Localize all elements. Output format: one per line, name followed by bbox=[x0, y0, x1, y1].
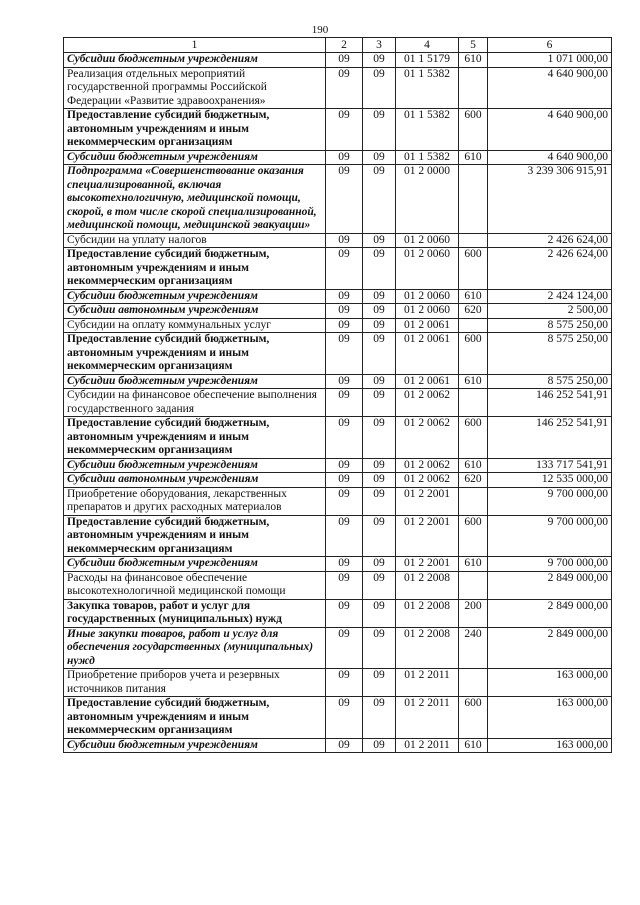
row-subsection-cell: 09 bbox=[363, 417, 396, 459]
row-amount-cell: 8 575 250,00 bbox=[488, 318, 612, 333]
row-subsection-cell: 09 bbox=[363, 289, 396, 304]
row-subsection-cell: 09 bbox=[363, 515, 396, 557]
row-section-cell: 09 bbox=[326, 248, 363, 290]
row-target-article-cell: 01 2 0062 bbox=[396, 458, 459, 473]
row-amount-cell: 12 535 000,00 bbox=[488, 473, 612, 488]
table-body bbox=[64, 53, 612, 753]
row-subsection-cell: 09 bbox=[363, 165, 396, 234]
row-target-article-cell: 01 2 0061 bbox=[396, 318, 459, 333]
row-section-cell: 09 bbox=[326, 233, 363, 248]
row-section-cell: 09 bbox=[326, 165, 363, 234]
table-row bbox=[64, 697, 612, 739]
row-expense-type-cell: 620 bbox=[459, 304, 488, 319]
row-section-cell: 09 bbox=[326, 304, 363, 319]
row-name-cell: Субсидии автономным учреждениям bbox=[64, 473, 326, 488]
row-expense-type-cell: 600 bbox=[459, 109, 488, 151]
row-target-article-cell: 01 2 2011 bbox=[396, 669, 459, 697]
row-subsection-cell: 09 bbox=[363, 233, 396, 248]
header-col-2: 2 bbox=[326, 38, 363, 53]
row-expense-type-cell: 610 bbox=[459, 53, 488, 68]
row-subsection-cell: 09 bbox=[363, 304, 396, 319]
row-section-cell: 09 bbox=[326, 53, 363, 68]
row-subsection-cell: 09 bbox=[363, 738, 396, 753]
budget-table bbox=[63, 37, 612, 753]
row-amount-cell: 4 640 900,00 bbox=[488, 150, 612, 165]
table-row bbox=[64, 515, 612, 557]
row-name-cell: Предоставление субсидий бюджетным, автономным учреждениям и иным некоммерческим организациям bbox=[64, 417, 326, 459]
table-row bbox=[64, 150, 612, 165]
table-row bbox=[64, 627, 612, 669]
row-subsection-cell: 09 bbox=[363, 374, 396, 389]
row-section-cell: 09 bbox=[326, 571, 363, 599]
row-amount-cell: 4 640 900,00 bbox=[488, 109, 612, 151]
row-name-cell: Предоставление субсидий бюджетным, автономным учреждениям и иным некоммерческим организациям bbox=[64, 109, 326, 151]
table-row bbox=[64, 248, 612, 290]
row-target-article-cell: 01 2 2011 bbox=[396, 697, 459, 739]
row-amount-cell: 8 575 250,00 bbox=[488, 333, 612, 375]
row-expense-type-cell: 610 bbox=[459, 738, 488, 753]
row-name-cell: Иные закупки товаров, работ и услуг для обеспечения государственных (муниципальных) нужд bbox=[64, 627, 326, 669]
row-amount-cell: 2 849 000,00 bbox=[488, 627, 612, 669]
row-name-cell: Подпрограмма «Совершенствование оказания специализированной, включая высокотехнологичную, медицинской помощи, скорой, в том числе скорой специализированной, медицинской помощи, медицинской эвакуации» bbox=[64, 165, 326, 234]
row-name-cell: Реализация отдельных мероприятий государственной программы Российской Федерации «Развитие здравоохранения» bbox=[64, 67, 326, 109]
row-target-article-cell: 01 1 5179 bbox=[396, 53, 459, 68]
header-col-6: 6 bbox=[488, 38, 612, 53]
row-subsection-cell: 09 bbox=[363, 389, 396, 417]
row-amount-cell: 163 000,00 bbox=[488, 697, 612, 739]
header-row bbox=[64, 38, 612, 53]
table-row bbox=[64, 304, 612, 319]
row-expense-type-cell: 600 bbox=[459, 248, 488, 290]
row-name-cell: Приобретение оборудования, лекарственных препаратов и других расходных материалов bbox=[64, 487, 326, 515]
row-target-article-cell: 01 2 0062 bbox=[396, 473, 459, 488]
row-name-cell: Субсидии бюджетным учреждениям bbox=[64, 374, 326, 389]
row-subsection-cell: 09 bbox=[363, 109, 396, 151]
header-col-4: 4 bbox=[396, 38, 459, 53]
row-target-article-cell: 01 2 0060 bbox=[396, 289, 459, 304]
row-amount-cell: 146 252 541,91 bbox=[488, 389, 612, 417]
row-expense-type-cell: 610 bbox=[459, 289, 488, 304]
row-expense-type-cell bbox=[459, 389, 488, 417]
row-section-cell: 09 bbox=[326, 389, 363, 417]
row-section-cell: 09 bbox=[326, 289, 363, 304]
row-name-cell: Субсидии на оплату коммунальных услуг bbox=[64, 318, 326, 333]
row-expense-type-cell: 600 bbox=[459, 515, 488, 557]
row-target-article-cell: 01 2 2001 bbox=[396, 487, 459, 515]
table-row bbox=[64, 599, 612, 627]
row-name-cell: Расходы на финансовое обеспечение высокотехнологичной медицинской помощи bbox=[64, 571, 326, 599]
table-row bbox=[64, 557, 612, 572]
row-name-cell: Субсидии бюджетным учреждениям bbox=[64, 289, 326, 304]
table-row bbox=[64, 389, 612, 417]
row-expense-type-cell bbox=[459, 318, 488, 333]
row-expense-type-cell: 610 bbox=[459, 557, 488, 572]
row-amount-cell: 9 700 000,00 bbox=[488, 487, 612, 515]
row-section-cell: 09 bbox=[326, 697, 363, 739]
row-target-article-cell: 01 2 0062 bbox=[396, 389, 459, 417]
row-amount-cell: 2 424 124,00 bbox=[488, 289, 612, 304]
row-subsection-cell: 09 bbox=[363, 53, 396, 68]
row-subsection-cell: 09 bbox=[363, 571, 396, 599]
row-amount-cell: 2 426 624,00 bbox=[488, 233, 612, 248]
row-subsection-cell: 09 bbox=[363, 67, 396, 109]
row-target-article-cell: 01 2 2008 bbox=[396, 599, 459, 627]
row-subsection-cell: 09 bbox=[363, 627, 396, 669]
row-section-cell: 09 bbox=[326, 487, 363, 515]
row-name-cell: Предоставление субсидий бюджетным, автономным учреждениям и иным некоммерческим организациям bbox=[64, 515, 326, 557]
row-amount-cell: 9 700 000,00 bbox=[488, 515, 612, 557]
row-section-cell: 09 bbox=[326, 333, 363, 375]
row-amount-cell: 163 000,00 bbox=[488, 738, 612, 753]
row-name-cell: Субсидии автономным учреждениям bbox=[64, 304, 326, 319]
table-row bbox=[64, 458, 612, 473]
table-row bbox=[64, 109, 612, 151]
table-row bbox=[64, 318, 612, 333]
table-row bbox=[64, 417, 612, 459]
row-name-cell: Субсидии бюджетным учреждениям bbox=[64, 557, 326, 572]
row-name-cell: Субсидии бюджетным учреждениям bbox=[64, 150, 326, 165]
row-name-cell: Предоставление субсидий бюджетным, автономным учреждениям и иным некоммерческим организациям bbox=[64, 248, 326, 290]
row-subsection-cell: 09 bbox=[363, 487, 396, 515]
row-name-cell: Субсидии бюджетным учреждениям bbox=[64, 53, 326, 68]
row-name-cell: Субсидии на финансовое обеспечение выполнения государственного задания bbox=[64, 389, 326, 417]
row-target-article-cell: 01 2 0062 bbox=[396, 417, 459, 459]
row-expense-type-cell bbox=[459, 165, 488, 234]
row-section-cell: 09 bbox=[326, 374, 363, 389]
row-expense-type-cell: 600 bbox=[459, 697, 488, 739]
row-target-article-cell: 01 2 2011 bbox=[396, 738, 459, 753]
row-section-cell: 09 bbox=[326, 417, 363, 459]
row-target-article-cell: 01 1 5382 bbox=[396, 150, 459, 165]
row-target-article-cell: 01 2 2008 bbox=[396, 627, 459, 669]
row-expense-type-cell: 610 bbox=[459, 458, 488, 473]
row-target-article-cell: 01 2 0061 bbox=[396, 333, 459, 375]
table-row bbox=[64, 669, 612, 697]
row-expense-type-cell: 600 bbox=[459, 417, 488, 459]
row-name-cell: Субсидии бюджетным учреждениям bbox=[64, 738, 326, 753]
row-subsection-cell: 09 bbox=[363, 458, 396, 473]
row-target-article-cell: 01 2 0060 bbox=[396, 248, 459, 290]
row-target-article-cell: 01 2 2001 bbox=[396, 557, 459, 572]
table-row bbox=[64, 67, 612, 109]
row-section-cell: 09 bbox=[326, 669, 363, 697]
row-expense-type-cell: 240 bbox=[459, 627, 488, 669]
row-section-cell: 09 bbox=[326, 109, 363, 151]
row-section-cell: 09 bbox=[326, 599, 363, 627]
row-name-cell: Субсидии бюджетным учреждениям bbox=[64, 458, 326, 473]
row-section-cell: 09 bbox=[326, 627, 363, 669]
table-row bbox=[64, 165, 612, 234]
row-name-cell: Приобретение приборов учета и резервных источников питания bbox=[64, 669, 326, 697]
table-row bbox=[64, 53, 612, 68]
row-section-cell: 09 bbox=[326, 458, 363, 473]
row-subsection-cell: 09 bbox=[363, 557, 396, 572]
row-section-cell: 09 bbox=[326, 473, 363, 488]
table-row bbox=[64, 473, 612, 488]
table-row bbox=[64, 571, 612, 599]
header-col-3: 3 bbox=[363, 38, 396, 53]
row-expense-type-cell bbox=[459, 67, 488, 109]
table-row bbox=[64, 233, 612, 248]
row-subsection-cell: 09 bbox=[363, 150, 396, 165]
row-amount-cell: 163 000,00 bbox=[488, 669, 612, 697]
row-amount-cell: 2 500,00 bbox=[488, 304, 612, 319]
header-col-1: 1 bbox=[64, 38, 326, 53]
row-subsection-cell: 09 bbox=[363, 697, 396, 739]
row-subsection-cell: 09 bbox=[363, 669, 396, 697]
row-name-cell: Субсидии на уплату налогов bbox=[64, 233, 326, 248]
row-amount-cell: 1 071 000,00 bbox=[488, 53, 612, 68]
row-amount-cell: 133 717 541,91 bbox=[488, 458, 612, 473]
row-target-article-cell: 01 2 2001 bbox=[396, 515, 459, 557]
row-subsection-cell: 09 bbox=[363, 318, 396, 333]
row-name-cell: Предоставление субсидий бюджетным, автономным учреждениям и иным некоммерческим организациям bbox=[64, 333, 326, 375]
row-name-cell: Закупка товаров, работ и услуг для государственных (муниципальных) нужд bbox=[64, 599, 326, 627]
row-section-cell: 09 bbox=[326, 557, 363, 572]
row-target-article-cell: 01 2 0061 bbox=[396, 374, 459, 389]
page-number: 190 bbox=[311, 24, 329, 36]
table-row bbox=[64, 289, 612, 304]
row-amount-cell: 3 239 306 915,91 bbox=[488, 165, 612, 234]
table-row bbox=[64, 374, 612, 389]
row-section-cell: 09 bbox=[326, 150, 363, 165]
row-expense-type-cell bbox=[459, 487, 488, 515]
row-amount-cell: 2 849 000,00 bbox=[488, 571, 612, 599]
row-target-article-cell: 01 2 2008 bbox=[396, 571, 459, 599]
row-section-cell: 09 bbox=[326, 318, 363, 333]
row-amount-cell: 146 252 541,91 bbox=[488, 417, 612, 459]
row-expense-type-cell: 610 bbox=[459, 150, 488, 165]
row-target-article-cell: 01 2 0060 bbox=[396, 304, 459, 319]
row-expense-type-cell bbox=[459, 669, 488, 697]
table-row bbox=[64, 487, 612, 515]
row-subsection-cell: 09 bbox=[363, 333, 396, 375]
header-col-5: 5 bbox=[459, 38, 488, 53]
row-target-article-cell: 01 2 0000 bbox=[396, 165, 459, 234]
row-expense-type-cell: 200 bbox=[459, 599, 488, 627]
row-expense-type-cell bbox=[459, 233, 488, 248]
row-section-cell: 09 bbox=[326, 67, 363, 109]
row-amount-cell: 2 849 000,00 bbox=[488, 599, 612, 627]
row-expense-type-cell: 610 bbox=[459, 374, 488, 389]
row-target-article-cell: 01 2 0060 bbox=[396, 233, 459, 248]
row-amount-cell: 4 640 900,00 bbox=[488, 67, 612, 109]
row-amount-cell: 8 575 250,00 bbox=[488, 374, 612, 389]
row-subsection-cell: 09 bbox=[363, 473, 396, 488]
row-expense-type-cell: 600 bbox=[459, 333, 488, 375]
row-target-article-cell: 01 1 5382 bbox=[396, 109, 459, 151]
row-amount-cell: 2 426 624,00 bbox=[488, 248, 612, 290]
row-section-cell: 09 bbox=[326, 738, 363, 753]
row-subsection-cell: 09 bbox=[363, 248, 396, 290]
table-row bbox=[64, 333, 612, 375]
row-expense-type-cell bbox=[459, 571, 488, 599]
row-section-cell: 09 bbox=[326, 515, 363, 557]
row-expense-type-cell: 620 bbox=[459, 473, 488, 488]
row-target-article-cell: 01 1 5382 bbox=[396, 67, 459, 109]
row-amount-cell: 9 700 000,00 bbox=[488, 557, 612, 572]
row-name-cell: Предоставление субсидий бюджетным, автономным учреждениям и иным некоммерческим организациям bbox=[64, 697, 326, 739]
row-subsection-cell: 09 bbox=[363, 599, 396, 627]
table-row bbox=[64, 738, 612, 753]
